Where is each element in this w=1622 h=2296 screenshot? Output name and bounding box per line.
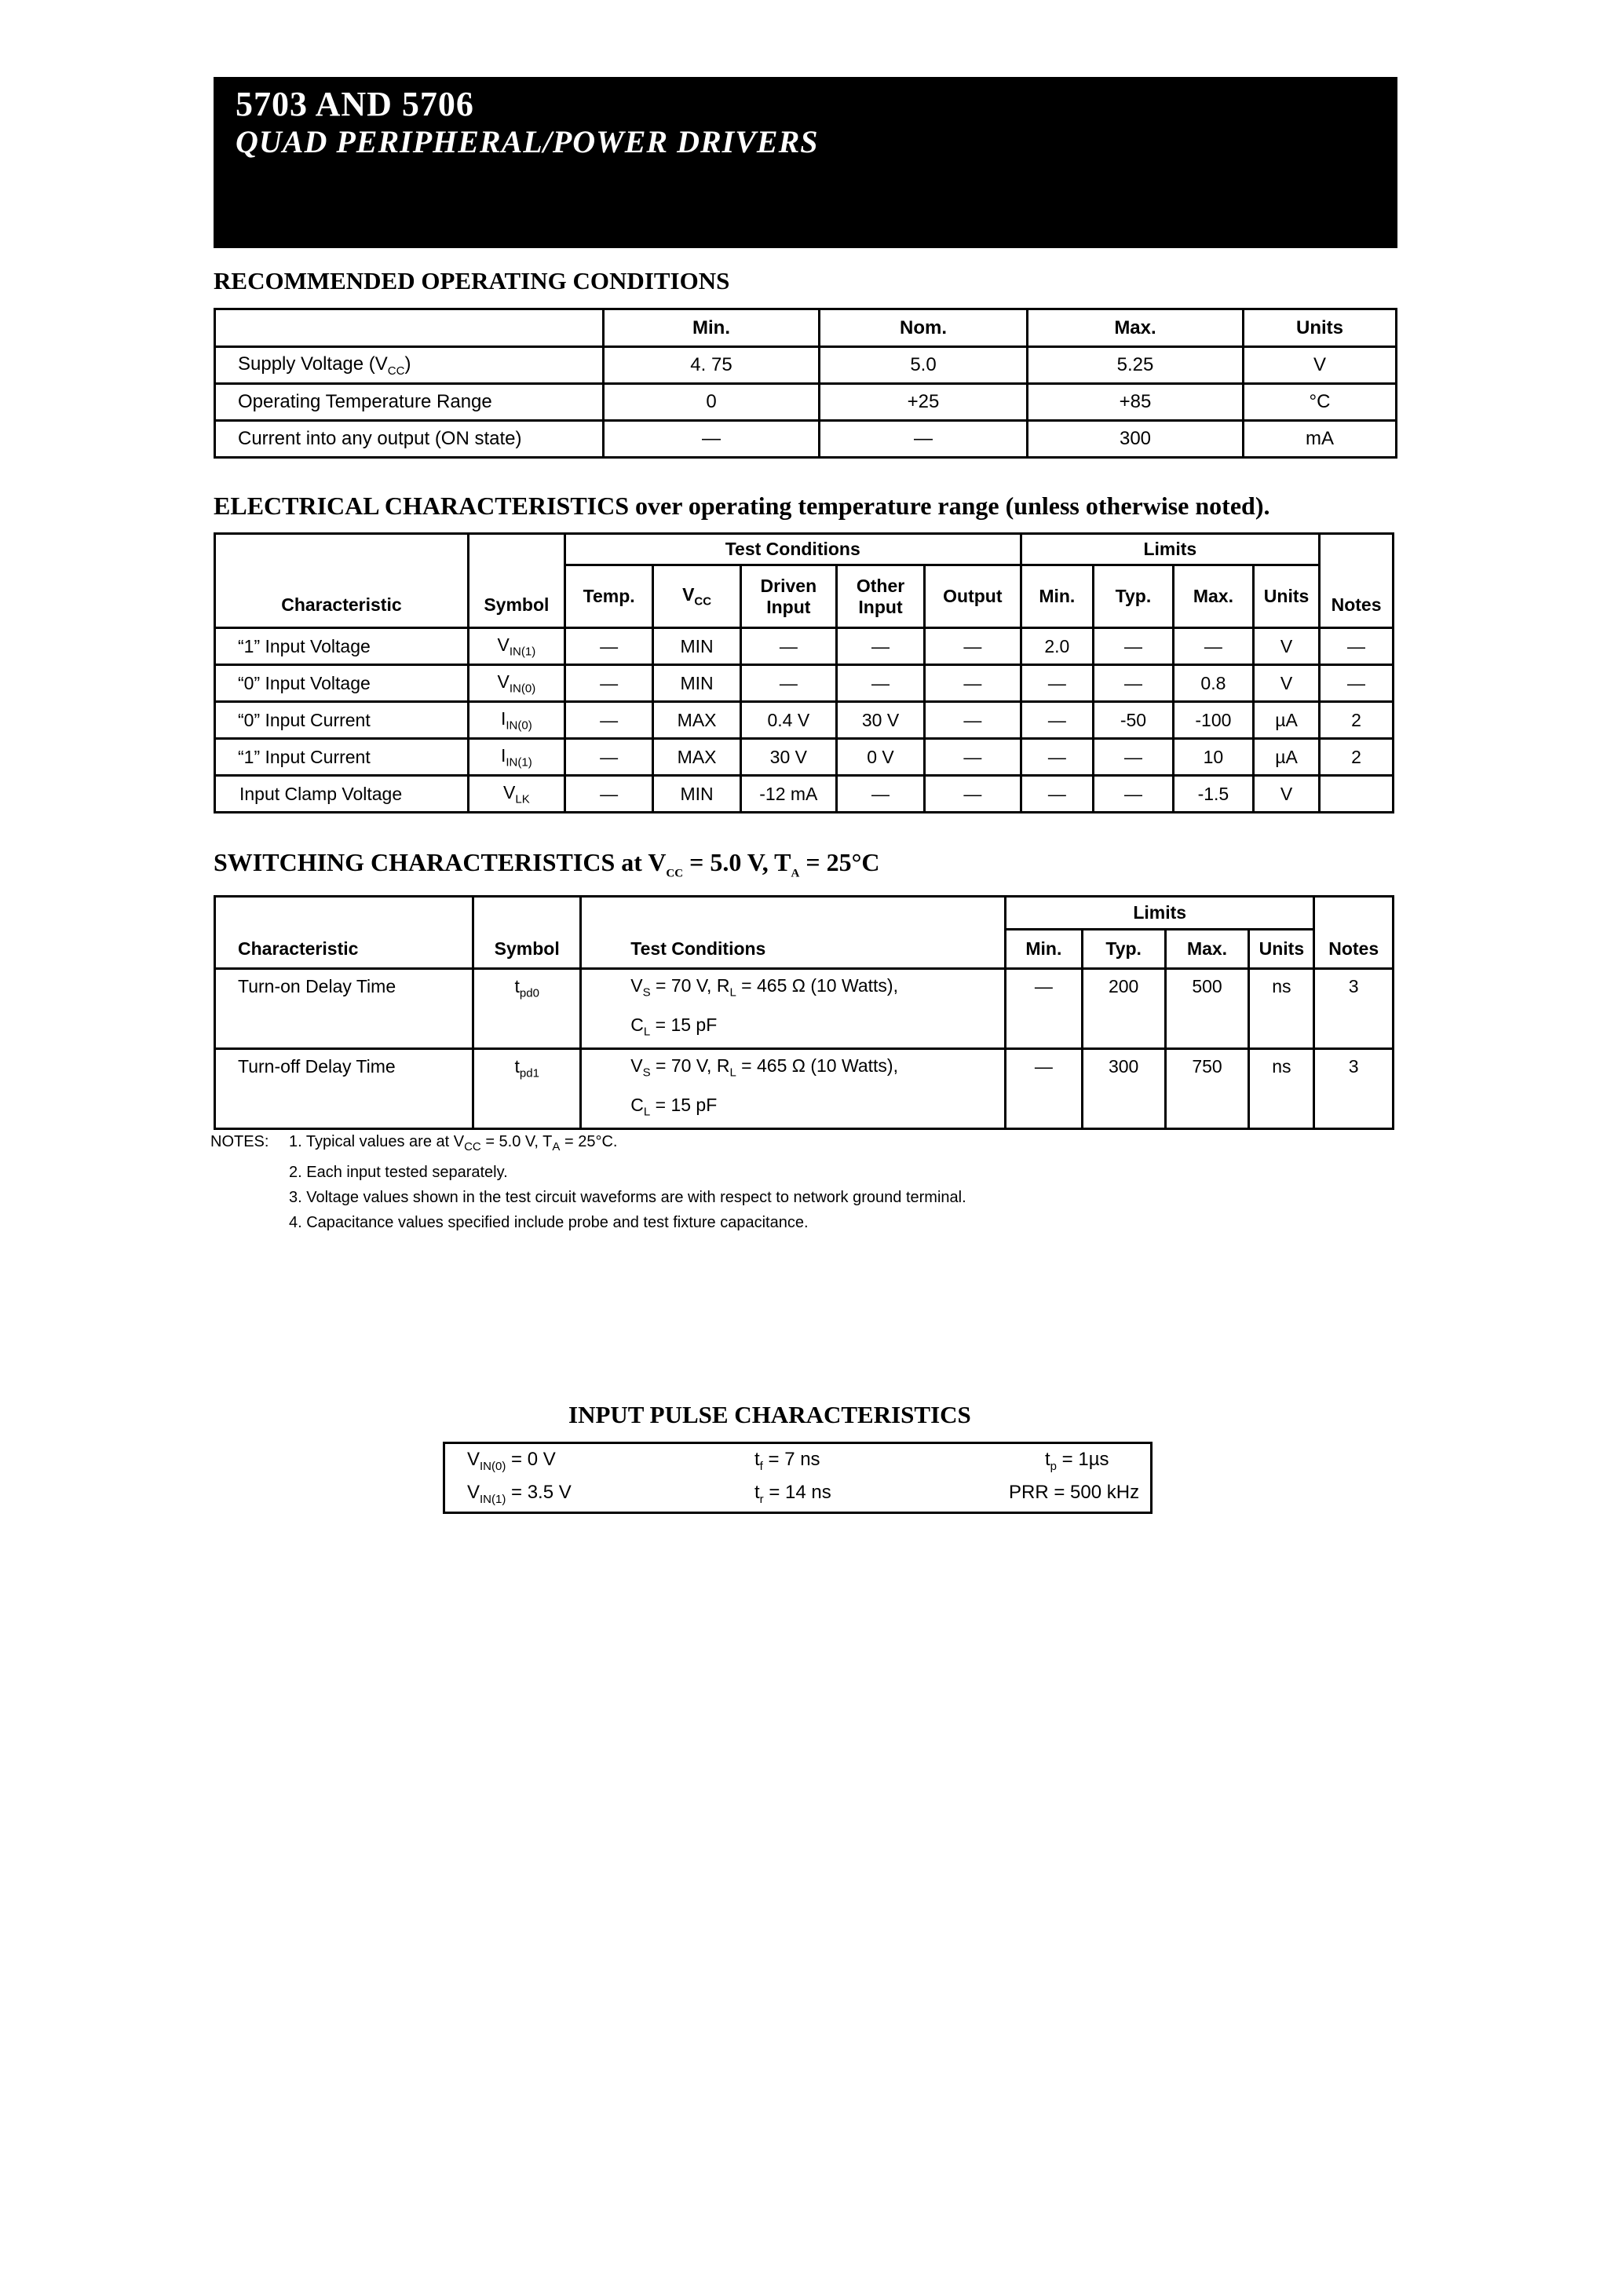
cell: 500 — [1165, 969, 1249, 1049]
cell: 0 — [604, 384, 820, 421]
note-4: 4. Capacitance values specified include probe and test fixture capacitance. — [289, 1214, 809, 1231]
pulse-vin0: $V_{IN(0)} = 0$ V — [467, 1449, 556, 1473]
row-label: “1” Input Current — [215, 739, 469, 776]
cell: MAX — [653, 702, 740, 739]
cell: V — [1254, 665, 1320, 702]
cell: $V_{IN(0)}$ — [468, 665, 564, 702]
row-label: “0” Input Current — [215, 702, 469, 739]
cell: $t_{pd1}$ — [473, 1049, 581, 1129]
cell: — — [740, 628, 836, 665]
cell: $I_{IN(0)}$ — [468, 702, 564, 739]
cell: — — [820, 421, 1028, 458]
document-title: 5703 AND 5706 — [236, 85, 474, 123]
header-cell: Output — [925, 565, 1021, 628]
cell: 2.0 — [1021, 628, 1094, 665]
header-cell: Temp. — [564, 565, 653, 628]
cell: — — [1320, 628, 1394, 665]
cell: µA — [1254, 702, 1320, 739]
table-row — [215, 665, 1394, 702]
row-label: Input Clamp Voltage — [215, 776, 469, 813]
cell: MAX — [653, 739, 740, 776]
pulse-tr: $t_r = 14$ ns — [754, 1482, 831, 1506]
header-cell: Driven Input — [740, 565, 836, 628]
table-header-row — [215, 309, 1397, 347]
group-header-test: Test Conditions — [564, 534, 1021, 565]
group-header-limits: Limits — [1006, 897, 1314, 930]
cell: 750 — [1165, 1049, 1249, 1129]
cell: 3 — [1314, 969, 1394, 1049]
cell: — — [836, 776, 924, 813]
cell: — — [925, 776, 1021, 813]
cell: — — [1006, 1049, 1083, 1129]
note-2: 2. Each input tested separately. — [289, 1164, 508, 1181]
cell: — — [564, 665, 653, 702]
table-row — [215, 384, 1397, 421]
header-cell — [215, 309, 604, 347]
cell: — — [925, 702, 1021, 739]
cell: +25 — [820, 384, 1028, 421]
cell: ns — [1249, 1049, 1314, 1129]
cell: — — [1006, 969, 1083, 1049]
pulse-box — [443, 1442, 1153, 1514]
cell: — — [564, 739, 653, 776]
group-header-limits: Limits — [1021, 534, 1320, 565]
note-1: NOTES: 1. Typical values are at $V_{CC} = 5.0$ V, $T_A = 25^\circ C$. — [210, 1129, 966, 1160]
switching-table — [214, 895, 1394, 1130]
table-row — [215, 969, 1394, 1049]
pulse-title: INPUT PULSE CHARACTERISTICS — [568, 1401, 971, 1428]
cell: $V_{IN(1)}$ — [468, 628, 564, 665]
cell: — — [1021, 665, 1094, 702]
cell: $I_{IN(1)}$ — [468, 739, 564, 776]
cell: — — [604, 421, 820, 458]
table-row — [215, 739, 1394, 776]
pulse-tp: $t_p = 1\mu s$ — [1045, 1449, 1109, 1473]
header-cell: Symbol — [473, 897, 581, 969]
pulse-prr: PRR = 500 kHz — [1009, 1482, 1140, 1503]
cell: 5.25 — [1028, 347, 1244, 384]
pulse-vin1: $V_{IN(1)} = 3.5$ V — [467, 1482, 572, 1506]
switching-title: SWITCHING CHARACTERISTICS at $V_{CC} = 5.0$ V, $T_A = 25^\circ C$ — [214, 848, 880, 880]
cell: 4. 75 — [604, 347, 820, 384]
cell: $V_S = 70$ V, $R_L = 465$ Ω (10 Watts), $C_L = 15$ pF — [581, 1049, 1006, 1129]
header-cell: Max. — [1028, 309, 1244, 347]
cell: — — [925, 628, 1021, 665]
row-label: Current into any output (ON state) — [215, 421, 604, 458]
row-label: Turn-off Delay Time — [215, 1049, 473, 1129]
cell: 200 — [1082, 969, 1165, 1049]
table-row — [215, 1049, 1394, 1129]
cell: — — [1094, 739, 1174, 776]
header-cell: Max. — [1165, 930, 1249, 969]
cell: µA — [1254, 739, 1320, 776]
header-cell: Characteristic — [215, 897, 473, 969]
cell: — — [740, 665, 836, 702]
cell: 30 V — [740, 739, 836, 776]
cell: — — [1094, 665, 1174, 702]
cell: -50 — [1094, 702, 1174, 739]
header-cell: Test Conditions — [581, 897, 1006, 969]
table-row — [215, 776, 1394, 813]
cell: 0 V — [836, 739, 924, 776]
header-cell: Typ. — [1094, 565, 1174, 628]
cell: +85 — [1028, 384, 1244, 421]
cell: 5.0 — [820, 347, 1028, 384]
header-cell: Notes — [1314, 897, 1394, 969]
table-row — [215, 347, 1397, 384]
table-group-row — [215, 534, 1394, 565]
cell: MIN — [653, 776, 740, 813]
notes — [210, 1129, 966, 1235]
cell: V — [1254, 776, 1320, 813]
cell: 3 — [1314, 1049, 1394, 1129]
header-cell: Other Input — [836, 565, 924, 628]
header-cell: Symbol — [468, 534, 564, 628]
header-cell: Units — [1249, 930, 1314, 969]
cell: — — [925, 739, 1021, 776]
cell: — — [1094, 776, 1174, 813]
cell: — — [564, 776, 653, 813]
header-cell: Units — [1254, 565, 1320, 628]
document-subtitle: QUAD PERIPHERAL/POWER DRIVERS — [236, 124, 819, 159]
cell: 30 V — [836, 702, 924, 739]
header-cell: Typ. — [1082, 930, 1165, 969]
cell: V — [1244, 347, 1397, 384]
electrical-table — [214, 532, 1394, 813]
cell: 300 — [1082, 1049, 1165, 1129]
notes-label: NOTES: — [210, 1133, 269, 1150]
row-label: “0” Input Voltage — [215, 665, 469, 702]
cell — [1320, 776, 1394, 813]
cell: — — [1320, 665, 1394, 702]
cell: $V_{LK}$ — [468, 776, 564, 813]
header-cell: $V_{CC}$ — [653, 565, 740, 628]
cell: — — [1021, 739, 1094, 776]
cell: -1.5 — [1173, 776, 1253, 813]
row-label: Turn-on Delay Time — [215, 969, 473, 1049]
title-banner — [214, 77, 1397, 248]
cell: $V_S = 70$ V, $R_L = 465$ Ω (10 Watts), $C_L = 15$ pF — [581, 969, 1006, 1049]
note-3: 3. Voltage values shown in the test circuit waveforms are with respect to network ground terminal. — [289, 1189, 966, 1206]
header-cell: Nom. — [820, 309, 1028, 347]
cell: — — [1173, 628, 1253, 665]
header-cell: Units — [1244, 309, 1397, 347]
cell: MIN — [653, 628, 740, 665]
row-label: Supply Voltage $(V_{CC})$ — [215, 347, 604, 384]
table-row — [215, 702, 1394, 739]
cell: mA — [1244, 421, 1397, 458]
recommended-table — [214, 308, 1397, 459]
table-group-row — [215, 897, 1394, 930]
cell: -100 — [1173, 702, 1253, 739]
cell: 0.8 — [1173, 665, 1253, 702]
header-cell: Max. — [1173, 565, 1253, 628]
row-label: “1” Input Voltage — [215, 628, 469, 665]
cell: 2 — [1320, 739, 1394, 776]
cell: — — [836, 628, 924, 665]
cell: — — [564, 702, 653, 739]
cell: — — [1021, 702, 1094, 739]
cell: 300 — [1028, 421, 1244, 458]
table-row — [215, 628, 1394, 665]
header-cell: Min. — [1006, 930, 1083, 969]
pulse-tf: $t_f = 7$ ns — [754, 1449, 820, 1473]
cell: — — [1094, 628, 1174, 665]
cell: $t_{pd0}$ — [473, 969, 581, 1049]
recommended-title: RECOMMENDED OPERATING CONDITIONS — [214, 267, 730, 294]
header-cell: Notes — [1320, 534, 1394, 628]
cell: 0.4 V — [740, 702, 836, 739]
cell: 2 — [1320, 702, 1394, 739]
header-cell: Characteristic — [215, 534, 469, 628]
cell: — — [925, 665, 1021, 702]
header-cell: Min. — [604, 309, 820, 347]
cell: 10 — [1173, 739, 1253, 776]
cell: V — [1254, 628, 1320, 665]
cell: MIN — [653, 665, 740, 702]
cell: ns — [1249, 969, 1314, 1049]
table-row — [215, 421, 1397, 458]
cell: — — [564, 628, 653, 665]
cell: — — [1021, 776, 1094, 813]
cell: -12 mA — [740, 776, 836, 813]
header-cell: Min. — [1021, 565, 1094, 628]
row-label: Operating Temperature Range — [215, 384, 604, 421]
cell: °C — [1244, 384, 1397, 421]
electrical-title: ELECTRICAL CHARACTERISTICS over operating temperature range (unless otherwise noted). — [214, 492, 1270, 520]
cell: — — [836, 665, 924, 702]
